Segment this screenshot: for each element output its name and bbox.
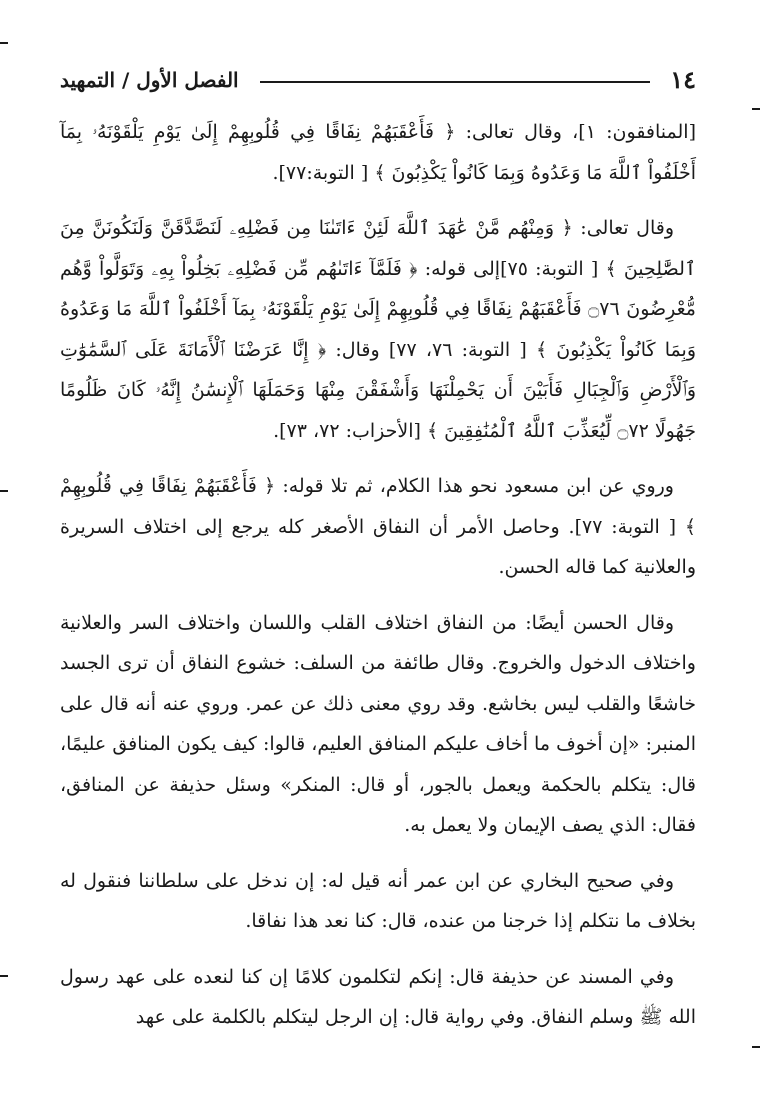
paragraph-5: وفي صحيح البخاري عن ابن عمر أنه قيل له: إن ندخل على سلطاننا فنقول له بخلاف ما نتكلم إذا خرجنا من عنده، قال: كنا نعد هذا نفاقا. (60, 869, 696, 932)
body-text (60, 112, 696, 1053)
scan-margin-mark (0, 42, 8, 44)
paragraph-4: وقال الحسن أيضًا: من النفاق اختلاف القلب واللسان واختلاف السر والعلانية واختلاف الدخول والخروج. وقال طائفة من السلف: خشوع النفاق أن ترى الجسد خاشعًا والقلب ليس بخاشع. وقد روي معنى ذلك عن عمر. وروي عنه أنه قال على المنبر: «إن أخوف ما أخاف عليكم المنافق العليم، قالوا: كيف يكون المنافق عليمًا، قال: يتكلم بالحكمة ويعمل بالجور، أو قال: المنكر» وسئل حذيفة عن المنافق، فقال: الذي يصف الإيمان ولا يعمل به. (60, 611, 696, 836)
paragraph-6: وفي المسند عن حذيفة قال: إنكم لتكلمون كلامًا إن كنا لنعده على عهد رسول الله ﷺ وسلم النفاق. وفي رواية قال: إن الرجل ليتكلم بالكلمة على عهد (60, 965, 696, 1028)
paragraph-1: [المنافقون: ١]، وقال تعالى: ﴿ فَأَعْقَبَهُمْ نِفَاقًا فِي قُلُوبِهِمْ إِلَىٰ يَوْمِ يَلْقَوْنَهُۥ بِمَآ أَخْلَفُواْ ٱللَّهَ مَا وَعَدُوهُ وَبِمَا كَانُواْ يَكْذِبُونَ ﴾ [ التوبة:٧٧]. (60, 121, 697, 184)
paragraph-3: وروي عن ابن مسعود نحو هذا الكلام، ثم تلا قوله: ﴿ فَأَعْقَبَهُمْ نِفَاقًا فِي قُلُوبِهِمْ ﴾ [ التوبة: ٧٧]. وحاصل الأمر أن النفاق الأصغر كله يرجع إلى اختلاف السريرة والعلانية كما قاله الحسن. (60, 475, 696, 578)
page-number: ١٤ (670, 65, 696, 94)
scan-margin-mark (0, 975, 8, 977)
scan-margin-mark (752, 1046, 760, 1048)
chapter-title: الفصل الأول / التمهيد (60, 68, 239, 92)
header-rule (260, 81, 650, 83)
scan-margin-mark (752, 108, 760, 110)
paragraph-2: وقال تعالى: ﴿ وَمِنْهُم مَّنْ عَٰهَدَ ٱللَّهَ لَئِنْ ءَاتَىٰنَا مِن فَضْلِهِۦ لَنَصَّدَّقَنَّ وَلَنَكُونَنَّ مِنَ ٱلصَّٰلِحِينَ ﴾ [ التوبة: ٧٥]إلى قوله: ﴿ فَلَمَّآ ءَاتَىٰهُم مِّن فَضْلِهِۦ بَخِلُواْ بِهِۦ وَتَوَلَّواْ وَّهُم مُّعْرِضُونَ ۝٧٦ فَأَعْقَبَهُمْ نِفَاقًا فِي قُلُوبِهِمْ إِلَىٰ يَوْمِ يَلْقَوْنَهُۥ بِمَآ أَخْلَفُواْ ٱللَّهَ مَا وَعَدُوهُ وَبِمَا كَانُواْ يَكْذِبُونَ ﴾ [ التوبة: ٧٦، ٧٧] وقال: ﴿ إِنَّا عَرَضْنَا ٱلْأَمَانَةَ عَلَى ٱلسَّمَٰوَٰتِ وَٱلْأَرْضِ وَٱلْجِبَالِ فَأَبَيْنَ أَن يَحْمِلْنَهَا وَأَشْفَقْنَ مِنْهَا وَحَمَلَهَا ٱلْإِنسَٰنُ إِنَّهُۥ كَانَ ظَلُومًا جَهُولًا ۝٧٢ لِّيُعَذِّبَ ٱللَّهُ ٱلْمُنَٰفِقِينَ ﴾ [الأحزاب: ٧٢، ٧٣]. (60, 217, 696, 442)
page-header (60, 62, 696, 98)
scan-margin-mark (0, 490, 8, 492)
